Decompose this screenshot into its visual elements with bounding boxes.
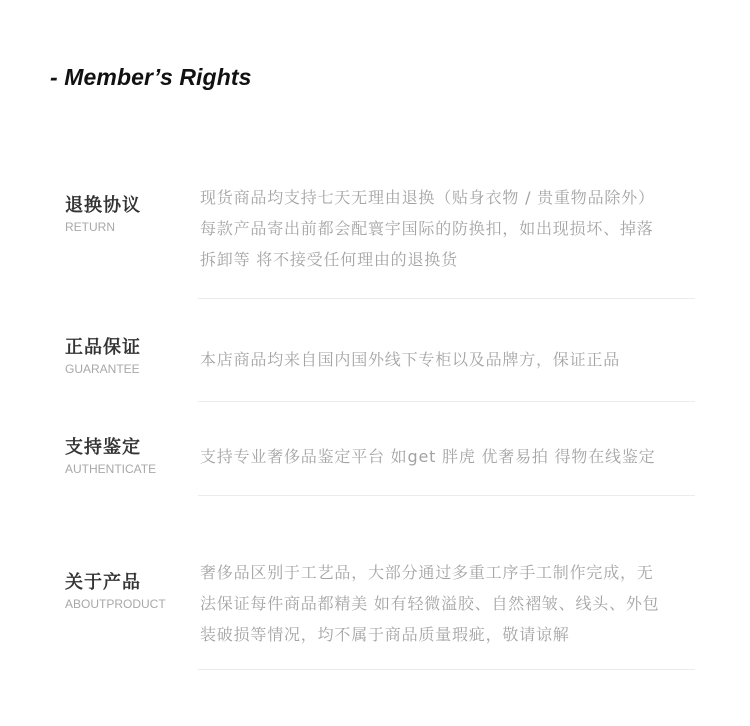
divider-3 [198,495,695,496]
guarantee-label [65,337,141,376]
divider-2 [198,401,695,402]
about-product-title-en: ABOUTPRODUCT [65,597,166,611]
return-line-3: 拆卸等 将不接受任何理由的退换货 [200,250,458,269]
return-description [200,182,705,275]
return-title-en: RETURN [65,220,115,234]
authenticate-line-1: 支持专业奢侈品鉴定平台 如get 胖虎 优奢易拍 得物在线鉴定 [200,447,656,466]
guarantee-title-en: GUARANTEE [65,362,140,376]
authenticate-label [65,437,156,476]
divider-4 [198,669,695,670]
guarantee-line-1: 本店商品均来自国内国外线下专柜以及品牌方，保证正品 [200,350,621,369]
guarantee-description [200,344,705,375]
authenticate-description [200,441,705,472]
divider-1 [198,298,695,299]
return-line-2: 每款产品寄出前都会配寰宇国际的防换扣，如出现损坏、掉落 [200,219,654,238]
authenticate-title-en: AUTHENTICATE [65,462,157,476]
authenticate-title-cn: 支持鉴定 [65,437,141,458]
about-product-line-1: 奢侈品区别于工艺品，大部分通过多重工序手工制作完成，无 [200,563,654,582]
about-product-line-3: 装破损等情况，均不属于商品质量瑕疵，敬请谅解 [200,625,570,644]
about-product-description [200,557,705,650]
about-product-title-cn: 关于产品 [65,572,141,593]
return-line-1: 现货商品均支持七天无理由退换（贴身衣物 / 贵重物品除外） [200,188,655,207]
about-product-label [65,572,166,611]
return-label [65,195,141,234]
about-product-line-2: 法保证每件商品都精美 如有轻微溢胶、自然褶皱、线头、外包 [200,594,660,613]
page-heading: - Member’s Rights [50,64,252,90]
guarantee-title-cn: 正品保证 [65,337,141,358]
return-title-cn: 退换协议 [65,195,141,216]
